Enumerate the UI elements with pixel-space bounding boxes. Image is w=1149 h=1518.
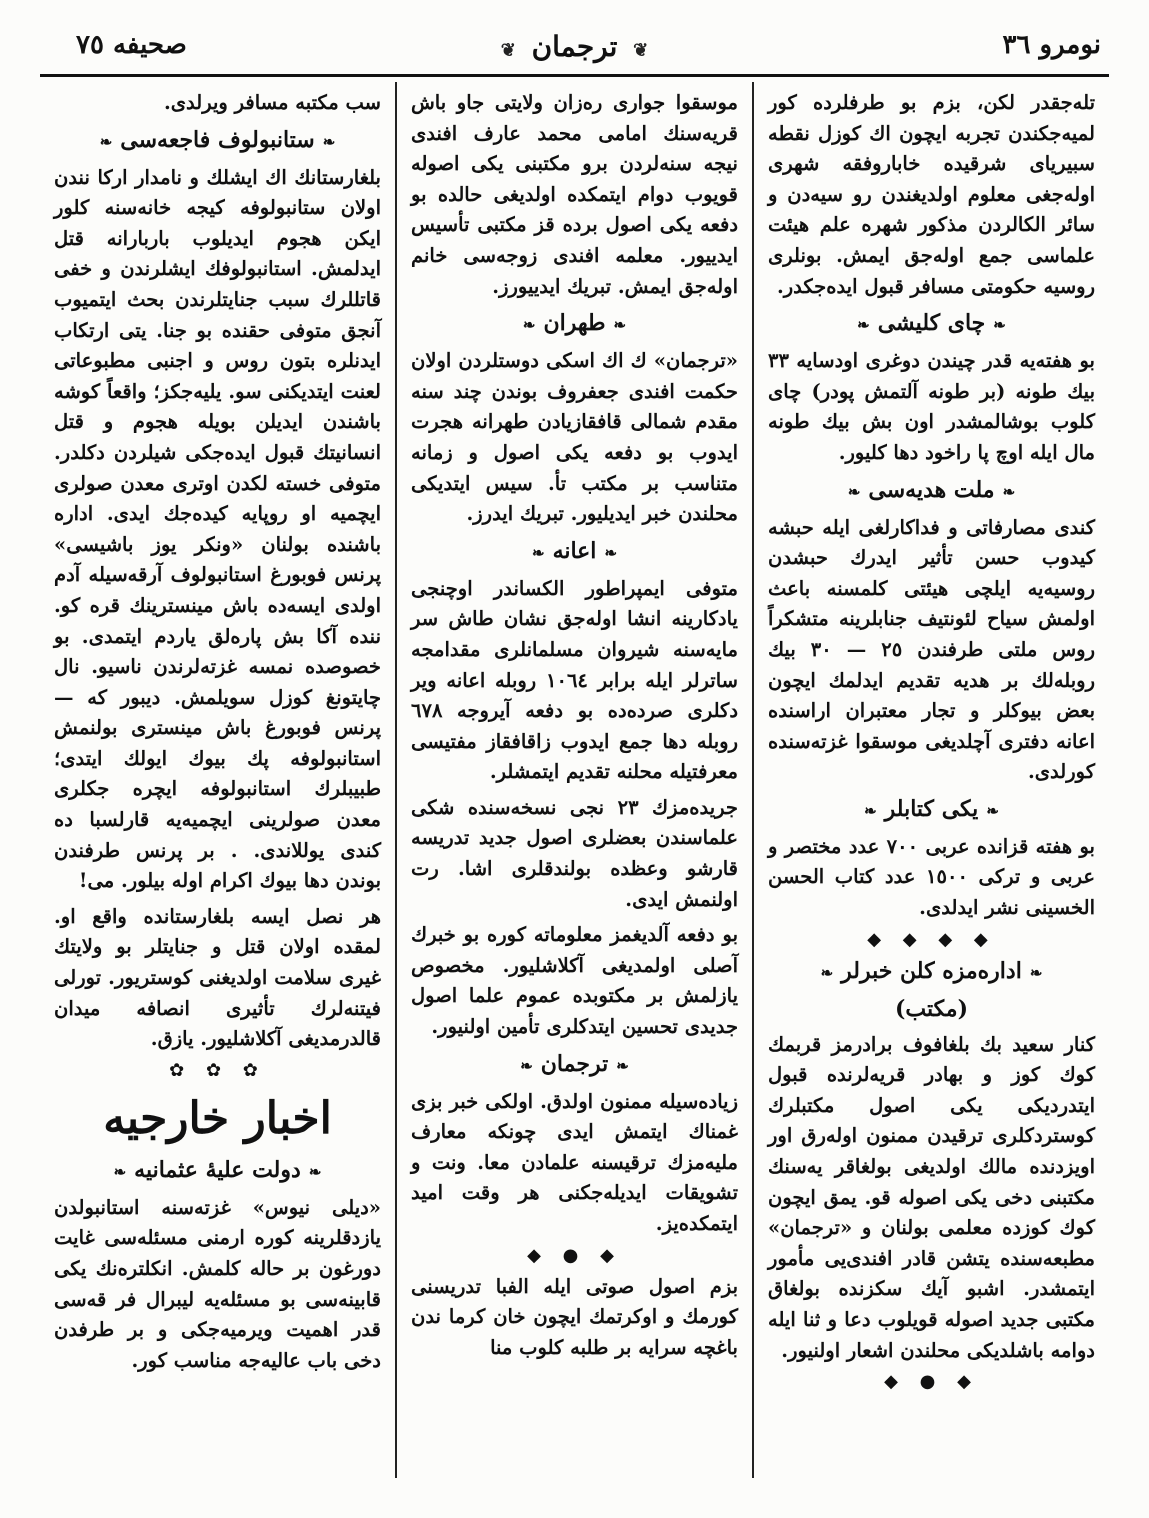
article-text: هر نصل ایسه بلغارستانده واقع او. لمقده اولان قتل و جنایتلر بو ولایتك غیری سلامت اولدیغنی کوستریور. تورلی فیتنه‌لرك تأثیری انصافه میدان قالدرمدیغی آکلاشلیور. یازق. xyxy=(54,904,381,1051)
heading-ornament: ❧ xyxy=(847,482,861,501)
heading-ornament: ❧ xyxy=(1002,482,1016,501)
flower-separator: ✿ ✿ ✿ xyxy=(169,1059,266,1081)
heading-ornament: ❧ xyxy=(857,316,870,335)
column-3 xyxy=(40,82,397,1478)
heading-ornament: ❧ xyxy=(986,801,999,820)
header-rule xyxy=(40,74,1109,77)
article-text: زیاده‌سیله ممنون اولدق. اولکی خبر بزی غمناك ایتمش ایدی چونکه معارف ملیه‌مزك ترقیسنه علمادن معا. ونت و تشویقات ایدیله‌جکنی هر وقت امید ایتمکده‌یز. xyxy=(411,1089,738,1235)
masthead-ornament-left: ❦ xyxy=(500,40,516,61)
heading-ornament: ❧ xyxy=(520,1056,533,1075)
heading-ornament: ❧ xyxy=(864,801,877,820)
article-text: سب مکتبه مسافر ویرلدی. xyxy=(164,91,381,114)
masthead xyxy=(495,30,655,63)
columns xyxy=(40,82,1109,1478)
page-header xyxy=(36,18,1113,78)
article-text: «ترجمان» ك اك اسکی دوستلردن اولان حکمت افندی جعفروف بوندن چند سنه مقدم شمالی قافقازیادن طهرانه هجرت ایدوب بو دفعه یکی اصول و زمانه متناسب بر مکتب تأ. سیس ایتدیکی محلندن خبر ایدیلیور. تبریك ایدرز. xyxy=(411,349,738,526)
heading-ornament: ❧ xyxy=(616,1056,629,1075)
heading-ornament: ❧ xyxy=(604,543,618,562)
heading-ornament: ❧ xyxy=(322,132,336,151)
heading-ornament: ❧ xyxy=(993,316,1006,335)
section-banner: اخبار خارجیه xyxy=(103,1092,332,1144)
section-heading: ❧اداره‌مزه کلن خبرلر❧ xyxy=(768,956,1095,988)
heading-ornament: ❧ xyxy=(531,543,545,562)
column-2 xyxy=(397,82,754,1478)
section-heading: ❧طهران❧ xyxy=(411,308,738,340)
article-text: تله‌جقدر لکن، بزم بو طرفلرده کور لمیه‌جکندن تجربه ایچون اك کوزل نقطه سبیریای شرقیده خاباروفقه شهری اوله‌جغی معلوم اولدیغندن رو سیه‌دن و سائر الکالردن مذکور شهره علم هیئت علماسی جمع اوله‌جق ایمش. بونلری روسیه حکومتی مسافر قبول ایده‌جکدر. xyxy=(768,91,1095,298)
article-text: بو هفته قزانده عربی ٧٠٠ عدد مختصر و عربی و ترکی ١٥٠٠ عدد کتاب الحسن الخسینی نشر ایدلدی. xyxy=(768,834,1095,920)
heading-ornament: ❧ xyxy=(522,316,536,335)
separator: ◆ ● ◆ xyxy=(884,1371,979,1393)
article-text: متوفی ایمپراطور الکساندر اوچنجی یادکارینه انشا اوله‌جق نشان طاش سر مایه‌سنه شیروان مسلمانلری مقدامجه ساترلر ایله برابر ١٠٦٤ روبله اعانه ویر دکلری صرده‌ده بو دفعه آیروجه ٦٧٨ روبله دها جمع ایدوب زاقافقاز مفتیسی معرفتیله محلنه تقدیم ایتمشلر. xyxy=(411,576,738,784)
separator: ◆ ◆ ◆ ◆ xyxy=(867,928,996,950)
section-heading: ❧یکی کتابلر❧ xyxy=(768,794,1095,826)
article-text: کنار سعید بك بلغافوف برادرمز قربمك کوك کوز و بهادر قریه‌لرنده قبول ایتدردیکی یکی اصول مکتبلرك کوستردکلری ترقیدن ممنون اوله‌رق اور اویزدنده مالك اولدیغی بولغاقر یه‌سنك مکتبنی دخی یکی اصوله قو. یمق ایچون کوك کوزده معلمی بولنان و «ترجمان» مطبعه‌سنده یتشن قادر افندی‌یی مأمور ایتمشدر. اشبو آیك سکزنده بولغاق مکتبی جدید اصوله قویلوب دعا و ثنا ایله دوامه باشلدیکی محلندن اشعار اولنیور. xyxy=(768,1032,1095,1362)
section-heading: ❧ترجمان❧ xyxy=(411,1049,738,1081)
section-subheading: (مکتب) xyxy=(895,995,968,1022)
heading-ornament: ❧ xyxy=(613,316,627,335)
article-text: کندی مصارفاتی و فداکارلغی ایله حبشه کیدوب حسن تأثیر ایدرك حبشدن روسیه‌یه ایلچی هیئتی کلمسنه باعث اولمش سیاح لئونتیف جنابلرینه متشکراً روس ملتی طرفندن ٢٥ — ٣٠ بیك روبله‌لك بر هدیه تقدیم ایدلمك ایچون بعض بیوکلر و تجار معتبران ارا‌سنده اعانه دفتری آچلدیغی موسقوا غزته‌سنده کورلدی. xyxy=(768,515,1095,784)
article-text: «دیلی نیوس» غزته‌سنه استانبولدن یازدقلرینه کوره ارمنی مسئله‌سی غایت دورغون بر حاله کلمش. انکلتره‌نك یکی قابینه‌سی بو مسئله‌یه لیبرال فر قه‌سی قدر اهمیت ویرمیه‌جکی و بر طرفدن دخی باب عالیه‌جه مناسب کور. xyxy=(54,1195,381,1372)
page-number: صحیفه ٧٥ xyxy=(76,30,187,60)
heading-ornament: ❧ xyxy=(99,132,113,151)
heading-ornament: ❧ xyxy=(1029,963,1043,982)
section-heading: ❧چای کلیشی❧ xyxy=(768,308,1095,340)
section-heading: ❧دولت علیهٔ عثمانیه❧ xyxy=(54,1155,381,1187)
article-text: بو هفته‌یه قدر چیندن دوغری اودسایه ٣٣ بیك طونه (بر طونه آلتمش پودر) چای کلوب بوشالمشدر اون بش بیك طونه مال ایله اوچ پا راخود دها کلیور. xyxy=(768,349,1095,464)
article-text: جریده‌مزك ٢٣ نجی نسخه‌سنده شکی علماسندن بعضلری اصول جدید تدریسه قارشو وعظده بولندقلری اشا. رت اولنمش ایدی. xyxy=(411,795,738,911)
column-1 xyxy=(754,82,1109,1478)
masthead-title: ترجمان xyxy=(531,30,618,63)
issue-number: نومرو ٣٦ xyxy=(1002,30,1101,60)
article-text: موسقوا جواری ره‌زان ولایتی جاو باش قریه‌سنك امامی محمد عارف افندی نیجه سنه‌لردن برو مکتبنی یکی اصوله قویوب دوام ایتمکده اولدیغی حالده بو دفعه یکی اصول برده قز مکتبی تأسیس ایدییور. معلمه افندی زوجه‌سی خانم اوله‌جق ایمش. تبریك ایدییورز. xyxy=(411,91,738,298)
article-text: بو دفعه آلدیغمز معلوماته کوره بو خبرك آصلی اولمدیغی آکلاشلیور. مخصوص یازلمش بر مکتوبده عموم علما اصول جدیدی تحسین ایتدکلری تأمین اولنیور. xyxy=(411,923,738,1039)
masthead-ornament-right: ❦ xyxy=(633,40,649,61)
section-heading: ❧ستانبولوف فاجعه‌سی❧ xyxy=(54,125,381,157)
heading-ornament: ❧ xyxy=(308,1162,322,1181)
heading-ornament: ❧ xyxy=(113,1162,127,1181)
heading-ornament: ❧ xyxy=(820,963,834,982)
article-text: بلغارستانك اك ایشلك و نامدار ارکا نندن اولان ستانبولوفه کیجه خانه‌سنه کلور ایکن هجوم ایدیلوب باربارانه قتل ایدلمش. استانبولوفك ایشلرندن و خفی قاتللرك سبب جنایتلرندن بحث ایتمیوب آنجق متوفی حقنده بو جنا. یتی ارتکاب ایدنلره بتون روس و اجنبی مطبوعاتی لعنت ایتدیکنی سو. یلیه‌جکز؛ واقعاً کوشه باشندن ایدیلن بویله هجوم و قتل انسانیتك قبول ایده‌جکی شیلردن دکلدر. متوفی خسته لکدن اوتری معدن صولری ایچمیه او روپایه کیده‌جك ایدی. اداره باشنده بولنان «ونکر یوز باشیسی» پرنس فوبورغ استانبولوف آرقه‌سیله آدم اولدی ایسه‌ده باش مینسترینك قره کو. ننده آکا بش پاره‌لق یاردم ایتمدی. بو خصوصده نمسه غزته‌لرندن ناسیو. نال چایتونغ کوزل سویلمش. دیبور که — پرنس فوبورغ باش مینستری بولنمش استانبولوفه پك بیوك ایولك ایتدی؛ طبیبلرك استانبولوفه ایچره جکلری معدن صولرینی ایچمیه‌یه قارلسبا ده کندی یوللاندی. . بر پرنس طرفندن بوندن دها بیوك اکرام اوله بیلور. می! xyxy=(54,165,381,893)
separator: ◆ ● ◆ xyxy=(527,1244,622,1266)
article-text: بزم اصول صوتی ایله الفبا تدریسنی کورمك و اوکرتمك ایچون خان کرما ندن باغچه سرایه بر طلبه کلوب منا xyxy=(411,1274,738,1359)
section-heading: ❧ملت هدیه‌سی❧ xyxy=(768,475,1095,507)
section-heading: ❧اعانه❧ xyxy=(411,536,738,568)
